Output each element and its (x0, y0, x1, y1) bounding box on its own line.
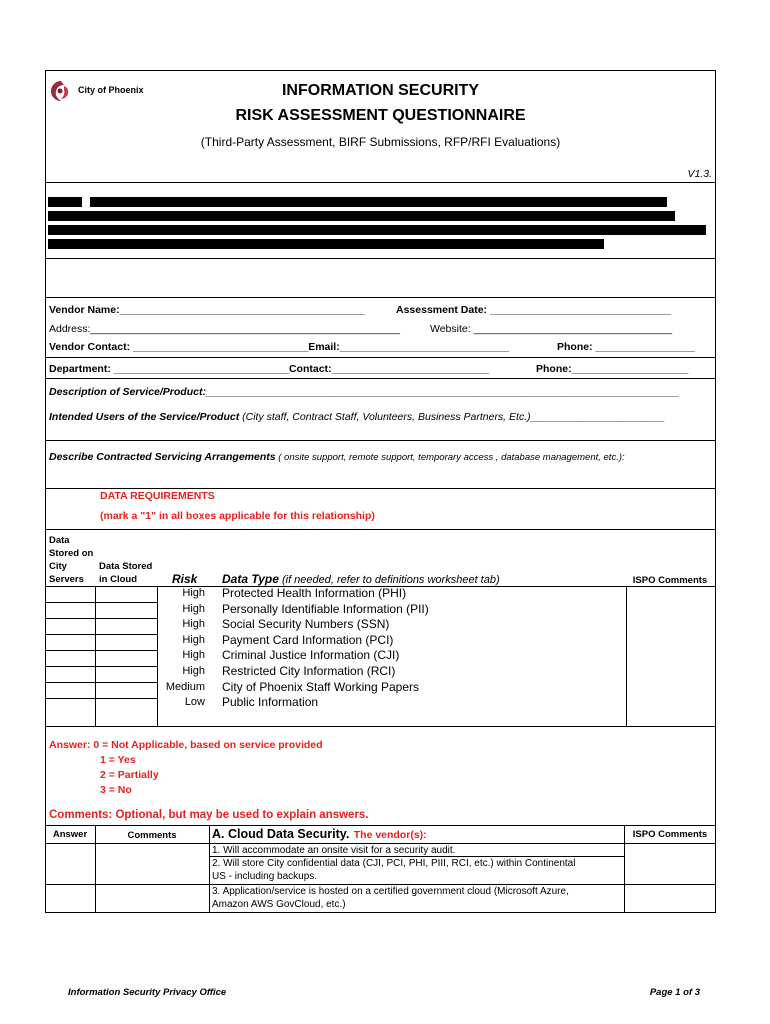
col-answer: Answer (52, 829, 88, 840)
col-city-line: City (49, 561, 67, 572)
website-field[interactable]: Website: __________________________________ (430, 323, 673, 335)
divider (45, 297, 716, 298)
divider (45, 378, 716, 379)
question-2-line: 2. Will store City confidential data (CJI, PCI, PHI, PIII, RCI, etc.) within Continental (212, 858, 576, 869)
intended-users-hint: (City staff, Contract Staff, Volunteers, Business Partners, Etc.)_______________________ (239, 411, 665, 423)
answer-legend-3: 3 = No (100, 784, 132, 796)
answer-legend-1: 1 = Yes (100, 754, 136, 766)
intended-users-label: Intended Users of the Service/Product (49, 411, 240, 423)
page-number: Page 1 of 3 (649, 987, 700, 998)
question-2-line: US - including backups. (212, 871, 318, 882)
assessment-date-field[interactable]: Assessment Date: _______________________________ (396, 304, 671, 316)
department-field[interactable]: Department: ______________________________Contact:___________________________ (49, 363, 490, 375)
intended-users-field[interactable] (49, 411, 665, 423)
redacted-text (48, 239, 604, 249)
servicing-hint: ( onsite support, remote support, temporary access , database management, etc.): (275, 452, 625, 463)
divider (45, 182, 716, 183)
data-type-value: Payment Card Information (PCI) (222, 632, 394, 647)
redacted-text (90, 197, 667, 207)
data-requirements-instruction: (mark a "1" in all boxes applicable for this relationship) (100, 510, 375, 522)
vendor-phone-field[interactable]: Phone: _________________ (557, 341, 695, 353)
page-title: INFORMATION SECURITY (281, 82, 480, 99)
service-description-field[interactable]: Description of Service/Product:_________________________________________________________________________________ (49, 386, 679, 398)
risk-value: High (182, 664, 205, 677)
comments-note: Comments: Optional, but may be used to explain answers. (49, 809, 369, 821)
col-cloud-line: Data Stored (99, 561, 153, 572)
page-subtitle: RISK ASSESSMENT QUESTIONNAIRE (235, 107, 526, 124)
col-city-servers (49, 534, 93, 586)
department-phone-field[interactable]: Phone:____________________ (536, 363, 689, 375)
col-data-type-hint: (if needed, refer to definitions worksheet tab) (278, 574, 500, 586)
question-1: 1. Will accommodate an onsite visit for a security audit. (212, 845, 456, 856)
divider (45, 357, 716, 358)
redacted-text (48, 197, 82, 207)
data-type-value: Public Information (222, 695, 319, 710)
answer-legend-2: 2 = Partially (100, 769, 159, 781)
section-a-vendor: The vendor(s): (353, 829, 427, 841)
risk-value: Medium (165, 680, 205, 693)
divider (45, 258, 716, 259)
data-type-list (222, 586, 429, 711)
col-city-line: Data (49, 535, 70, 546)
vendor-contact-field[interactable]: Vendor Contact: ______________________________Email:_____________________________ (49, 341, 510, 353)
col-comments: Comments (127, 830, 177, 841)
section-a-heading (212, 825, 427, 843)
col-data-type-label: Data Type (222, 572, 279, 586)
redacted-text (48, 211, 675, 221)
address-field[interactable]: Address:_____________________________________________________ (49, 323, 400, 335)
answer-legend-0: Answer: 0 = Not Applicable, based on service provided (49, 739, 323, 751)
col-ispo-comments-a: ISPO Comments (632, 829, 708, 840)
question-3-line: 3. Application/service is hosted on a certified government cloud (Microsoft Azure, (212, 886, 569, 897)
question-3-line: Amazon AWS GovCloud, etc.) (212, 899, 346, 910)
risk-value: High (182, 587, 205, 599)
data-type-value: Protected Health Information (PHI) (222, 586, 407, 600)
assessment-scope: (Third-Party Assessment, BIRF Submissions, RFP/RFI Evaluations) (200, 135, 561, 149)
col-city-line: Stored on (49, 548, 94, 559)
divider (45, 440, 716, 441)
data-type-value: Personally Identifiable Information (PII) (222, 601, 429, 616)
col-data-type (222, 572, 500, 586)
logo-text: City of Phoenix (78, 85, 144, 95)
col-cloud-line: in Cloud (99, 574, 137, 585)
data-requirements-heading: DATA REQUIREMENTS (100, 490, 215, 502)
data-type-value: City of Phoenix Staff Working Papers (222, 679, 419, 694)
redacted-text (48, 225, 706, 235)
question-2 (212, 857, 575, 883)
col-city-line: Servers (49, 574, 84, 585)
grid-line (209, 825, 210, 913)
risk-value: High (182, 602, 205, 615)
risk-value: High (182, 618, 205, 631)
col-cloud (99, 560, 152, 586)
data-type-value: Restricted City Information (RCI) (222, 663, 396, 678)
risk-value: High (182, 633, 205, 646)
footer-office: Information Security Privacy Office (68, 987, 227, 998)
divider (45, 529, 716, 530)
divider (45, 488, 716, 489)
risk-list (157, 586, 205, 711)
col-risk: Risk (172, 572, 198, 586)
section-a-title: A. Cloud Data Security. (212, 827, 350, 841)
question-3 (212, 885, 569, 911)
col-ispo-comments: ISPO Comments (632, 575, 708, 586)
version-label: V1.3. (687, 168, 712, 180)
risk-value: High (182, 649, 205, 662)
vendor-name-field[interactable]: Vendor Name:__________________________________________ (49, 304, 365, 316)
risk-value: Low (184, 696, 205, 709)
servicing-label: Describe Contracted Servicing Arrangements (49, 451, 276, 463)
data-type-value: Social Security Numbers (SSN) (222, 617, 390, 632)
servicing-arrangements-field[interactable] (49, 451, 625, 463)
data-type-value: Criminal Justice Information (CJI) (222, 648, 400, 663)
